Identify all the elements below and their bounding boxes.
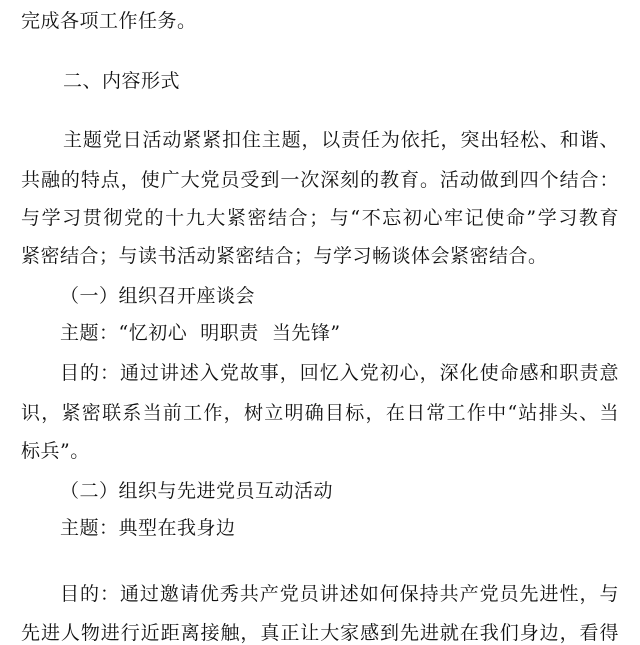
purpose-line: 目的：通过邀请优秀共产党员讲述如何保持共产党员先进性，与 [60, 583, 619, 605]
purpose-line: 先进人物进行近距离接触，真正让大家感到先进就在我们身边，看得 [21, 622, 619, 644]
purpose-line: 目的：通过讲述入党故事，回忆入党初心，深化使命感和职责意 [60, 362, 619, 384]
section-heading-content-form: 二、内容形式 [63, 70, 181, 92]
paragraph-line: 主题党日活动紧紧扣住主题，以责任为依托，突出轻松、和谐、 [63, 129, 619, 151]
subheading-interaction: （二）组织与先进党员互动活动 [60, 480, 334, 502]
text-line-continuation: 完成各项工作任务。 [21, 10, 197, 32]
purpose-line: 标兵”。 [21, 440, 90, 462]
paragraph-line: 共融的特点，使广大党员受到一次深刻的教育。活动做到四个结合： [21, 169, 619, 191]
subheading-symposium: （一）组织召开座谈会 [60, 285, 256, 307]
paragraph-line: 与学习贯彻党的十九大紧密结合；与“不忘初心牢记使命”学习教育 [21, 207, 619, 229]
paragraph-line: 紧密结合；与读书活动紧密结合；与学习畅谈体会紧密结合。 [21, 245, 548, 267]
purpose-line: 识，紧密联系当前工作，树立明确目标，在日常工作中“站排头、当 [21, 402, 619, 424]
theme-line-2: 主题：典型在我身边 [60, 517, 236, 539]
theme-line-1: 主题：“忆初心 明职责 当先锋” [60, 322, 341, 344]
